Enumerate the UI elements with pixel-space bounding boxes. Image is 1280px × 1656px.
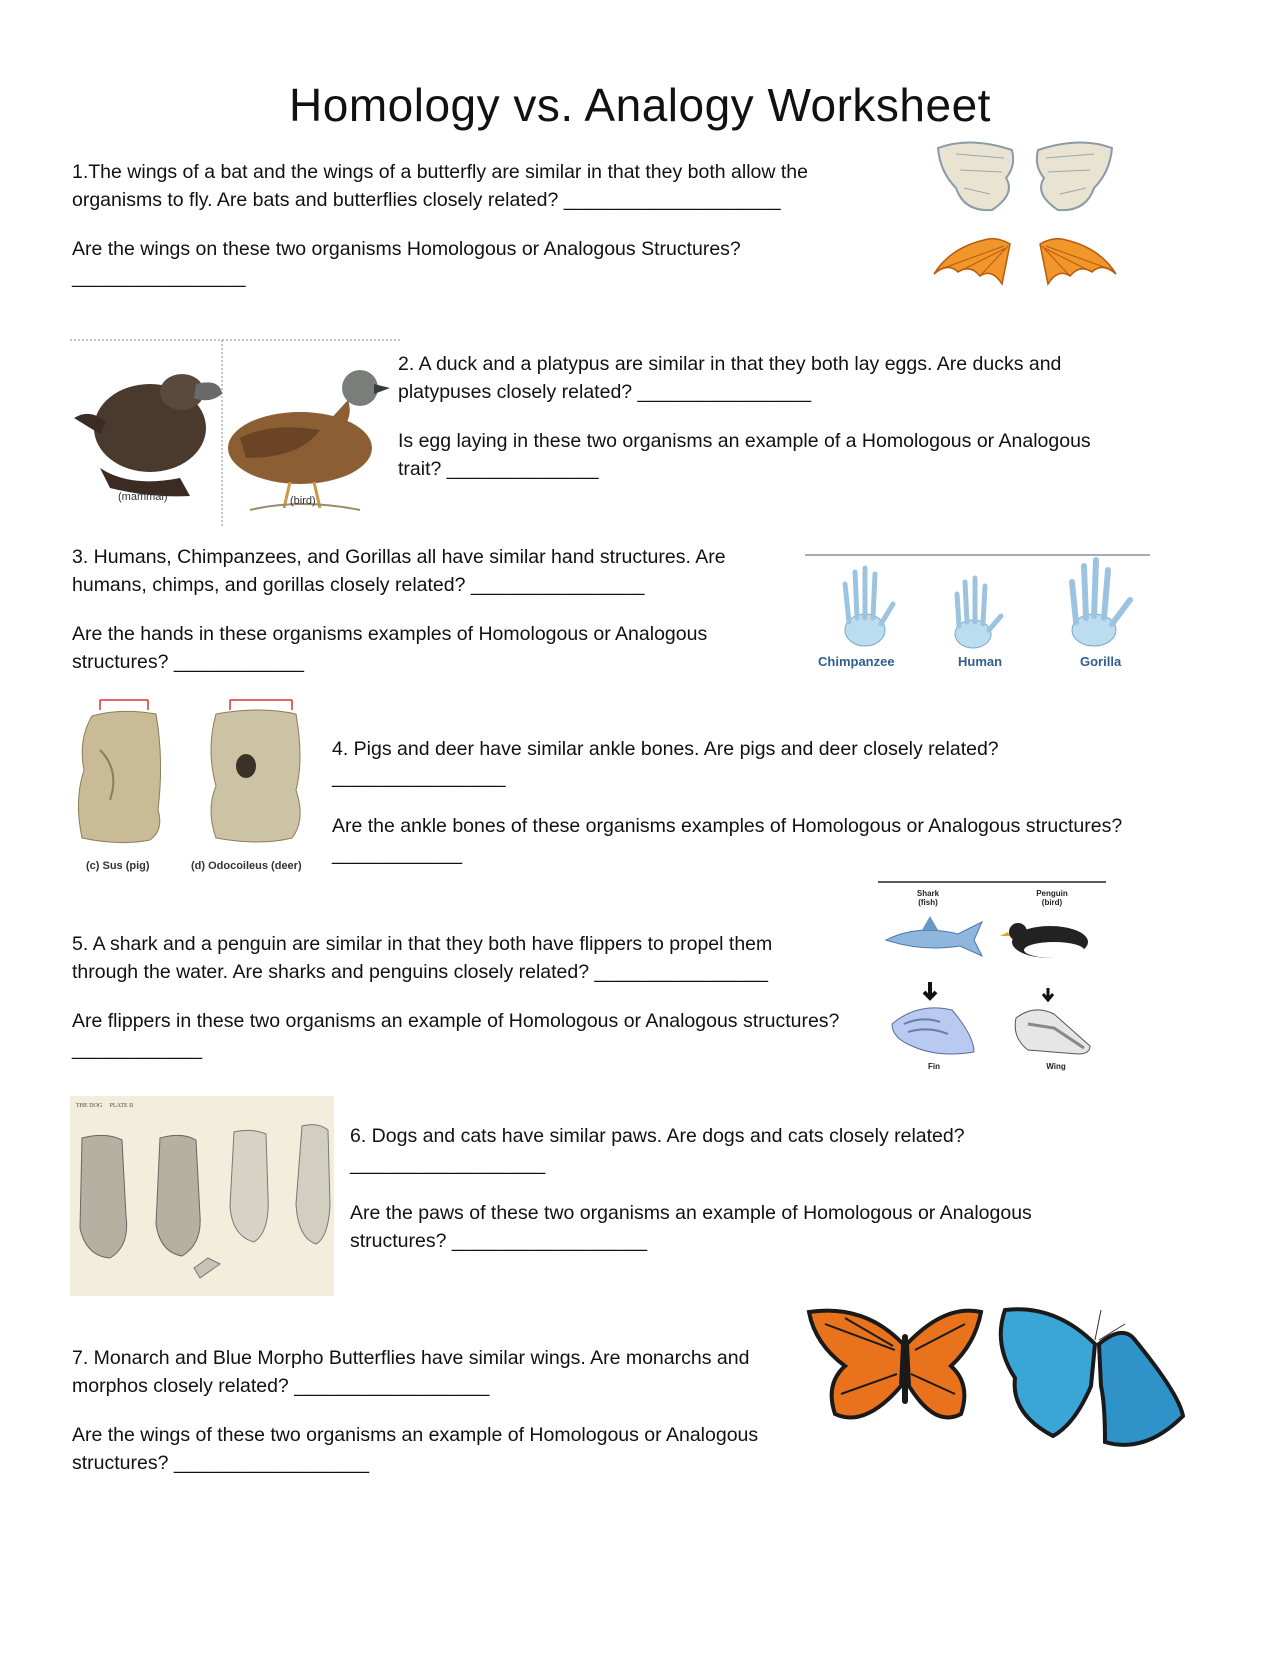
question-3-line-4: structures? ____________ xyxy=(72,651,305,673)
question-7-line-3: Are the wings of these two organisms an example of Homologous or Analogous xyxy=(72,1424,759,1446)
question-3-line-3: Are the hands in these organisms examples of Homologous or Analogous xyxy=(72,623,708,645)
butterfly-bat-wings-figure xyxy=(930,136,1120,296)
shark-label: Shark (fish) xyxy=(916,889,940,907)
platypus-image xyxy=(74,374,222,496)
chimpanzee-hand-image xyxy=(845,568,893,646)
hands-figure xyxy=(805,548,1155,658)
question-5-line-2: through the water. Are sharks and penguins closely related? ________________ xyxy=(72,961,769,983)
question-4 xyxy=(332,735,1232,868)
question-5 xyxy=(72,930,892,1063)
question-6 xyxy=(350,1122,1230,1255)
monarch-morpho-figure xyxy=(805,1304,1190,1459)
wing-label: Wing xyxy=(1046,1062,1066,1071)
shark-image xyxy=(886,916,982,956)
ankle-bones-figure xyxy=(70,690,320,860)
question-3-line-2: humans, chimps, and gorillas closely related? ________________ xyxy=(72,574,645,596)
dog-plate-title: THE DOG PLATE II xyxy=(76,1103,134,1109)
question-2-line-2: platypuses closely related? ________________ xyxy=(398,381,812,403)
question-1 xyxy=(72,158,872,291)
chimpanzee-label: Chimpanzee xyxy=(818,654,895,669)
question-6-line-4: structures? __________________ xyxy=(350,1230,648,1252)
question-3 xyxy=(72,543,792,676)
gorilla-hand-image xyxy=(1072,560,1130,646)
deer-ankle-caption: (d) Odocoileus (deer) xyxy=(191,860,302,872)
question-4-line-1: 4. Pigs and deer have similar ankle bones. Are pigs and deer closely related? xyxy=(332,738,999,760)
question-4-line-2: ________________ xyxy=(332,766,506,788)
question-4-line-4: ____________ xyxy=(332,843,463,865)
bat-wings-image xyxy=(934,239,1116,284)
down-arrow-icon xyxy=(924,982,1053,1000)
pig-ankle-bone-image xyxy=(78,700,160,843)
question-6-line-2: __________________ xyxy=(350,1153,546,1175)
fin-label: Fin xyxy=(928,1062,940,1071)
shark-fin-bones-image xyxy=(892,1008,974,1054)
question-2-line-4: trait? ______________ xyxy=(398,458,599,480)
blue-morpho-butterfly-image xyxy=(1001,1309,1183,1445)
question-1-line-1: 1.The wings of a bat and the wings of a butterfly are similar in that they both allow the xyxy=(72,161,808,183)
butterfly-wings-image xyxy=(938,142,1112,210)
platypus-duck-figure xyxy=(70,338,410,534)
question-1-line-3: Are the wings on these two organisms Homologous or Analogous Structures? xyxy=(72,238,741,260)
question-6-line-3: Are the paws of these two organisms an example of Homologous or Analogous xyxy=(350,1202,1032,1224)
question-7-line-2: morphos closely related? __________________ xyxy=(72,1375,490,1397)
question-3-line-1: 3. Humans, Chimpanzees, and Gorillas all have similar hand structures. Are xyxy=(72,546,726,568)
question-7 xyxy=(72,1344,812,1477)
penguin-wing-bones-image xyxy=(1015,1010,1090,1054)
question-7-line-1: 7. Monarch and Blue Morpho Butterflies have similar wings. Are monarchs and xyxy=(72,1347,750,1369)
dog-paws-image xyxy=(70,1096,334,1296)
page-title: Homology vs. Analogy Worksheet xyxy=(289,79,991,131)
question-6-line-1: 6. Dogs and cats have similar paws. Are dogs and cats closely related? xyxy=(350,1125,965,1147)
human-label: Human xyxy=(958,654,1003,669)
question-1-line-4: ________________ xyxy=(72,266,246,288)
duck-caption: (bird) xyxy=(290,495,316,507)
question-1-line-2: organisms to fly. Are bats and butterflies closely related? ____________________ xyxy=(72,189,781,211)
question-2-line-3: Is egg laying in these two organisms an example of a Homologous or Analogous xyxy=(398,430,1091,452)
shark-penguin-figure xyxy=(878,878,1110,1078)
question-2 xyxy=(398,350,1218,483)
deer-ankle-bone-image xyxy=(211,700,300,842)
question-5-line-3: Are flippers in these two organisms an example of Homologous or Analogous structures? xyxy=(72,1010,840,1032)
penguin-label: Penguin (bird) xyxy=(1036,889,1068,907)
question-5-line-1: 5. A shark and a penguin are similar in that they both have flippers to propel them xyxy=(72,933,773,955)
monarch-butterfly-image xyxy=(809,1311,981,1418)
gorilla-label: Gorilla xyxy=(1080,654,1122,669)
pig-ankle-caption: (c) Sus (pig) xyxy=(86,860,150,872)
platypus-caption: (mammal) xyxy=(118,491,168,503)
question-7-line-4: structures? __________________ xyxy=(72,1452,370,1474)
dog-paws-figure xyxy=(70,1096,334,1296)
duck-image xyxy=(228,370,390,510)
penguin-image xyxy=(1000,923,1088,958)
question-2-line-1: 2. A duck and a platypus are similar in that they both lay eggs. Are ducks and xyxy=(398,353,1062,375)
question-4-line-3: Are the ankle bones of these organisms examples of Homologous or Analogous structures? xyxy=(332,815,1123,837)
human-hand-image xyxy=(955,578,1001,648)
question-5-line-4: ____________ xyxy=(72,1038,203,1060)
